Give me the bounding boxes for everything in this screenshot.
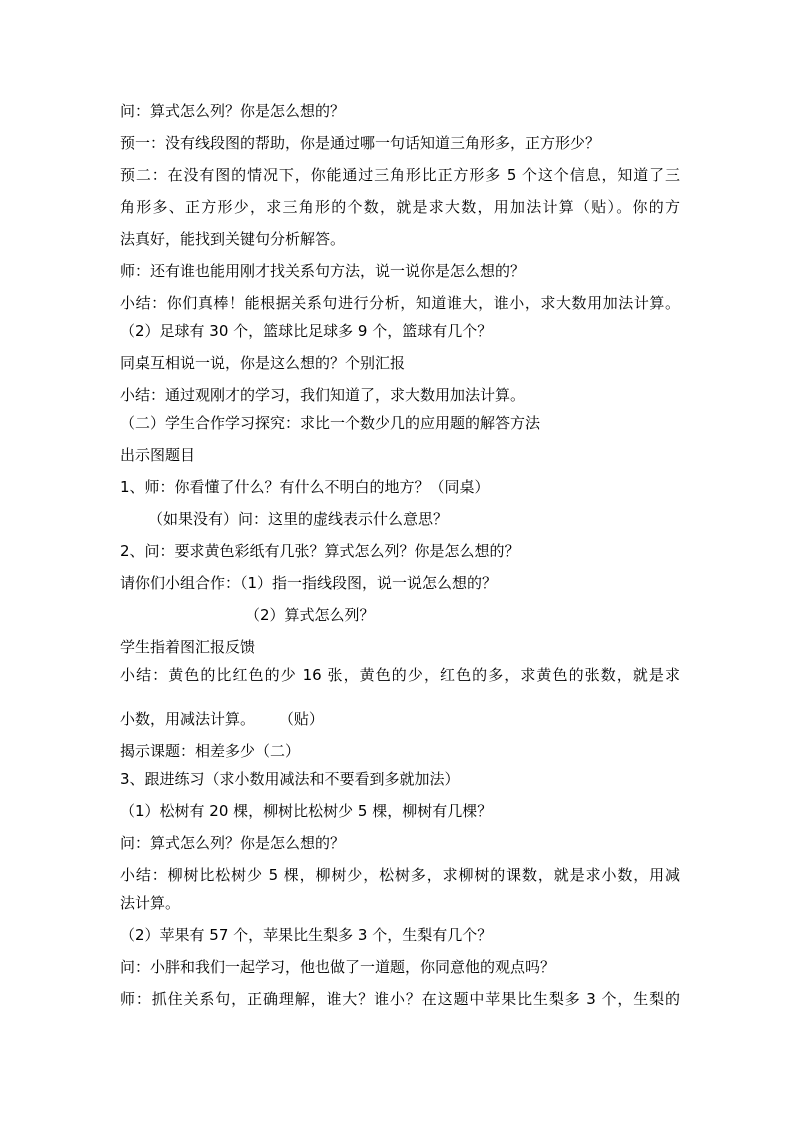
text-line: （2）苹果有 57 个，苹果比生梨多 3 个，生梨有几个？: [120, 926, 493, 944]
text-line: 小结：通过观刚才的学习，我们知道了，求大数用加法计算。: [120, 386, 526, 404]
text-line: 揭示课题：相差多少（二）: [120, 742, 301, 760]
text-line: （2）算式怎么列？: [245, 606, 375, 624]
text-line: 问：算式怎么列？你是怎么想的？: [120, 102, 346, 120]
text-line: 小数，用减法计算。 （贴）: [120, 710, 324, 728]
text-line: 问：小胖和我们一起学习，他也做了一道题，你同意他的观点吗？: [120, 958, 556, 976]
text-line: 预一：没有线段图的帮助，你是通过哪一句话知道三角形多，正方形少？: [120, 134, 601, 152]
text-line: 请你们小组合作：（1）指一指线段图，说一说怎么想的？: [120, 574, 498, 592]
text-line: 同桌互相说一说，你是这么想的？个别汇报: [120, 354, 406, 372]
text-line: 角形多、正方形少，求三角形的个数，就是求大数，用加法计算（贴）。你的方: [120, 198, 680, 216]
text-line: 小结：黄色的比红色的少 16 张，黄色的少，红色的多，求黄色的张数，就是求: [120, 666, 680, 684]
text-line: 问：算式怎么列？你是怎么想的？: [120, 834, 346, 852]
text-line: 小结：你们真棒！能根据关系句进行分析，知道谁大，谁小，求大数用加法计算。: [120, 294, 680, 312]
text-line: 2、问：要求黄色彩纸有几张？算式怎么列？你是怎么想的？: [120, 542, 520, 560]
text-line: 出示图题目: [120, 446, 196, 464]
text-line: 法计算。: [120, 894, 181, 912]
text-line: 预二：在没有图的情况下，你能通过三角形比正方形多 5 个这个信息，知道了三: [120, 166, 680, 184]
text-line: （如果没有）问：这里的虚线表示什么意思？: [148, 510, 449, 528]
text-line: 学生指着图汇报反馈: [120, 638, 256, 656]
text-line: 师：抓住关系句，正确理解，谁大？谁小？在这题中苹果比生梨多 3 个，生梨的: [120, 990, 680, 1008]
text-line: （2）足球有 30 个，篮球比足球多 9 个，篮球有几个？: [120, 322, 493, 340]
text-line: 小结：柳树比松树少 5 棵，柳树少，松树多，求柳树的课数，就是求小数，用减: [120, 866, 680, 884]
text-line: 3、跟进练习（求小数用减法和不要看到多就加法）: [120, 770, 460, 788]
text-line: 师：还有谁也能用刚才找关系句方法，说一说你是怎么想的？: [120, 262, 526, 280]
text-line: （1）松树有 20 棵，柳树比松树少 5 棵，柳树有几棵？: [120, 802, 493, 820]
section-heading: （二）学生合作学习探究：求比一个数少几的应用题的解答方法: [120, 414, 541, 432]
text-line: 法真好，能找到关键句分析解答。: [120, 230, 346, 248]
text-line: 1、师：你看懂了什么？有什么不明白的地方？（同桌）: [120, 478, 490, 496]
